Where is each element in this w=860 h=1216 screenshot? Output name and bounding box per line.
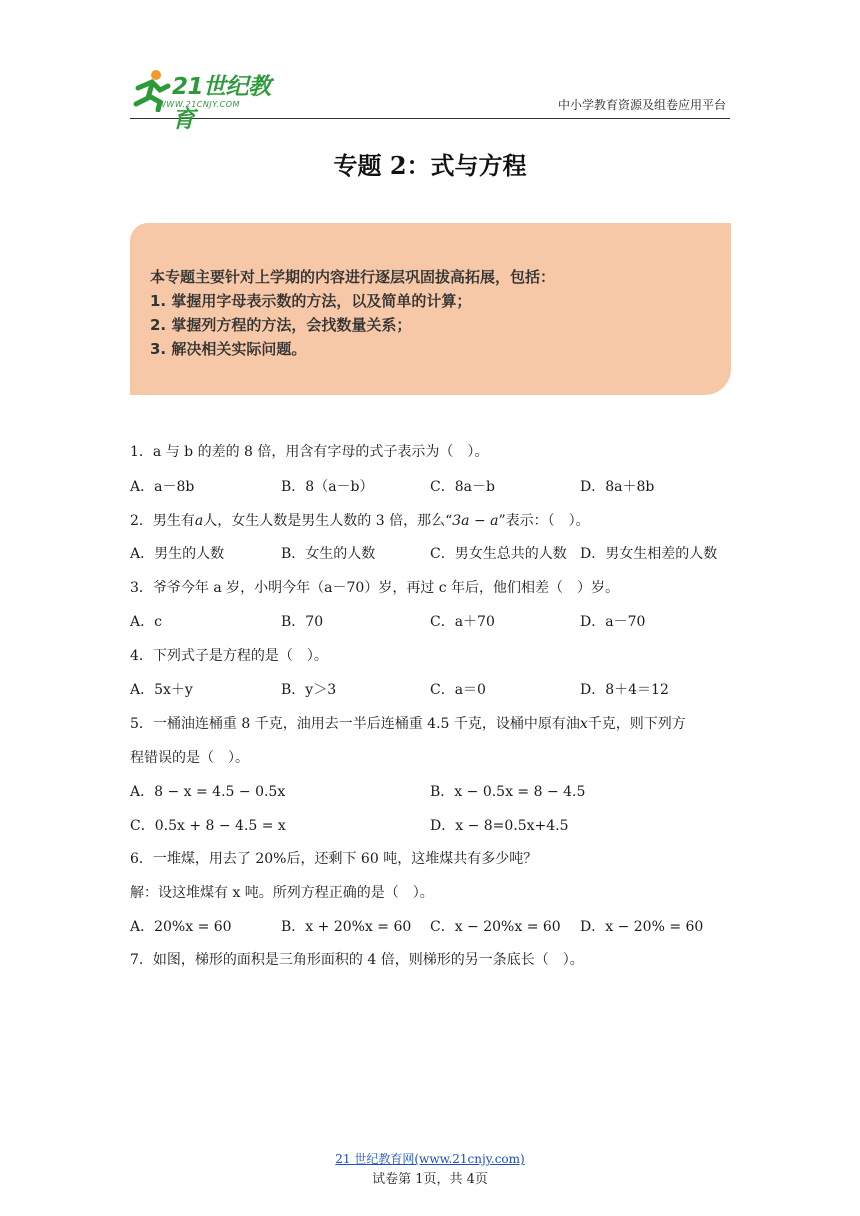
q4-option-d[interactable]: D．8＋4＝12 [580,682,669,698]
logo [130,68,280,133]
q2-option-b[interactable]: B．女生的人数 [281,546,376,562]
question-1: 1．a 与 b 的差的 8 倍，用含有字母的式子表示为（ ）。 [130,444,489,460]
q6-option-b[interactable]: B．x + 20%x = 60 [281,919,412,935]
q2-text-a: 2．男生有 [130,513,195,529]
q2-option-a[interactable]: A．男生的人数 [130,546,225,562]
page-header [130,66,730,133]
intro-line: 2. 掌握列方程的方法，会找数量关系； [150,316,412,334]
q4-option-c[interactable]: C．a＝0 [430,682,486,698]
logo-text: 21世纪教育 [172,74,271,133]
q6-option-d[interactable]: D．x − 20% = 60 [580,919,704,935]
q3-option-b[interactable]: B．70 [281,614,324,630]
q6-option-a[interactable]: A．20%x = 60 [130,919,232,935]
q1-option-a[interactable]: A．a－8b [130,479,195,495]
question-2 [130,510,590,530]
question-6-solution: 解：设这堆煤有 x 吨。所列方程正确的是（ ）。 [130,885,434,901]
footer-link[interactable]: 21 世纪教育网(www.21cnjy.com) [335,1152,525,1166]
intro-line: 3. 解决相关实际问题。 [150,340,307,358]
platform-name: 中小学教育资源及组卷应用平台 [557,98,726,112]
q4-option-b[interactable]: B．y＞3 [281,682,337,698]
q1-option-b[interactable]: B．8（a－b） [281,479,374,495]
q2-option-c[interactable]: C．男女生总共的人数 [430,546,567,562]
q5-option-b[interactable]: B．x − 0.5x = 8 − 4.5 [430,784,586,800]
q4-option-a[interactable]: A．5x＋y [130,682,193,698]
page-number: 试卷第 1页，共 4页 [372,1172,488,1187]
q3-option-d[interactable]: D．a－70 [580,614,646,630]
intro-line: 本专题主要针对上学期的内容进行逐层巩固拔高拓展，包括： [150,268,556,286]
q5-option-c[interactable]: C．0.5x + 8 − 4.5 = x [130,818,286,834]
q2-text-c: ”表示：（ ）。 [498,513,590,529]
q3-option-c[interactable]: C．a＋70 [430,614,495,630]
question-6: 6．一堆煤，用去了 20%后，还剩下 60 吨，这堆煤共有多少吨？ [130,851,538,867]
q5-line1-a: 5．一桶油连桶重 8 千克，油用去一半后连桶重 4.5 千克，设桶中原有油 [130,716,580,732]
intro-lines [150,265,555,361]
q2-expression: 3a − a [452,513,499,529]
page-title: 专题 2：式与方程 [333,151,527,180]
q5-option-a[interactable]: A．8 − x = 4.5 − 0.5x [130,784,286,800]
q5-line1-b: 千克，则下列方 [587,716,686,732]
q1-option-c[interactable]: C．8a－b [430,479,495,495]
question-5 [130,713,686,733]
question-3: 3．爷爷今年 a 岁，小明今年（a－70）岁，再过 c 年后，他们相差（ ）岁。 [130,580,620,596]
q2-text-b: 人，女生人数是男生人数的 3 倍，那么“ [203,513,453,529]
question-7: 7．如图，梯形的面积是三角形面积的 4 倍，则梯形的另一条底长（ ）。 [130,952,584,968]
q5-option-d[interactable]: D．x − 8=0.5x+4.5 [430,818,569,834]
q6-option-c[interactable]: C．x − 20%x = 60 [430,919,561,935]
q1-option-d[interactable]: D．8a＋8b [580,479,655,495]
logo-url: WWW.21CNJY.COM [158,100,240,109]
q5-variable: x [579,716,588,732]
intro-box [130,223,731,395]
q2-option-d[interactable]: D．男女生相差的人数 [580,546,718,562]
q2-variable: a [194,513,204,529]
question-4: 4．下列式子是方程的是（ ）。 [130,648,328,664]
question-5-line2: 程错误的是（ ）。 [130,750,249,766]
intro-line: 1. 掌握用字母表示数的方法，以及简单的计算； [150,292,472,310]
q3-option-a[interactable]: A．c [130,614,162,630]
